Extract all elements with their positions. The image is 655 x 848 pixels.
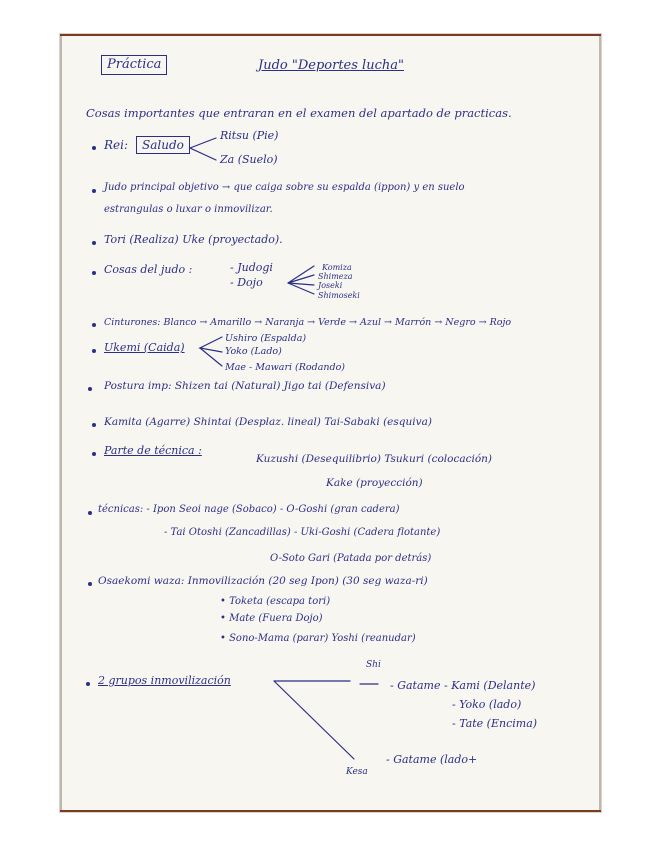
- rei-option-za: Za (Suelo): [220, 153, 278, 166]
- osaekomi-line-3: • Mate (Fuera Dojo): [220, 613, 323, 624]
- partes-label: Parte de técnica :: [104, 444, 202, 457]
- grupos-bottom-tag: Kesa: [346, 767, 368, 777]
- osaekomi-line-2: • Toketa (escapa tori): [220, 596, 331, 607]
- judogi-item: - Judogi: [230, 261, 273, 274]
- page-title: Judo "Deportes lucha": [258, 58, 404, 73]
- tecnicas-line-1: técnicas: - Ipon Seoi nage (Sobaco) - O-Goshi (gran cadera): [98, 504, 400, 515]
- notebook-page: [60, 34, 601, 812]
- rei-option-ritsu: Ritsu (Pie): [220, 129, 279, 142]
- objective-line-1: Judo principal objetivo → que caiga sobre su espalda (ippon) y en suelo: [104, 182, 465, 193]
- grupos-label: 2 grupos inmovilización: [98, 674, 231, 687]
- tori-uke-text: Tori (Realiza) Uke (proyectado).: [104, 233, 283, 246]
- dojo-sub-3: Joseki: [318, 281, 343, 290]
- tecnicas-line-2: - Tai Otoshi (Zancadillas) - Uki-Goshi (Cadera flotante): [164, 527, 441, 538]
- practica-label: Práctica: [101, 55, 167, 75]
- rei-word: Saludo: [136, 136, 190, 154]
- dojo-item: - Dojo: [230, 276, 263, 289]
- gatame-kami-text: - Gatame - Kami (Delante): [390, 679, 536, 692]
- objective-line-2: estrangulas o luxar o inmovilizar.: [104, 204, 273, 215]
- partes-line-2: Kake (proyección): [326, 477, 423, 489]
- osaekomi-line-1: Osaekomi waza: Inmovilización (20 seg Ipon) (30 seg waza-ri): [98, 575, 428, 587]
- yoko-text: - Yoko (lado): [452, 698, 522, 711]
- tecnicas-line-3: O-Soto Gari (Patada por detrás): [270, 553, 432, 564]
- kamita-text: Kamita (Agarre) Shintai (Desplaz. lineal) Tai-Sabaki (esquiva): [104, 416, 432, 428]
- ukemi-option-2: Yoko (Lado): [225, 346, 282, 357]
- gatame-kesa-text: - Gatame (lado+: [386, 753, 478, 766]
- bracket-lines: [60, 34, 601, 812]
- grupos-top-tag: Shi: [366, 660, 381, 670]
- postura-text: Postura imp: Shizen tai (Natural) Jigo tai (Defensiva): [104, 380, 386, 392]
- dojo-sub-1: Komiza: [322, 263, 352, 272]
- osaekomi-line-4: • Sono-Mama (parar) Yoshi (reanudar): [220, 633, 416, 644]
- dojo-sub-2: Shimeza: [318, 272, 353, 281]
- partes-line-1: Kuzushi (Desequilibrio) Tsukuri (colocación): [256, 453, 493, 465]
- intro-text: Cosas importantes que entraran en el examen del apartado de practicas.: [86, 106, 512, 120]
- tate-text: - Tate (Encima): [452, 717, 538, 730]
- rei-label: Rei:: [104, 138, 129, 152]
- cinturones-text: Cinturones: Blanco → Amarillo → Naranja → Verde → Azul → Marrón → Negro → Rojo: [104, 317, 512, 328]
- dojo-sub-4: Shimoseki: [318, 291, 360, 300]
- ukemi-option-1: Ushiro (Espalda): [225, 333, 307, 344]
- ukemi-label: Ukemi (Caida): [104, 341, 185, 354]
- ukemi-option-3: Mae - Mawari (Rodando): [225, 362, 345, 373]
- cosas-label: Cosas del judo :: [104, 263, 193, 276]
